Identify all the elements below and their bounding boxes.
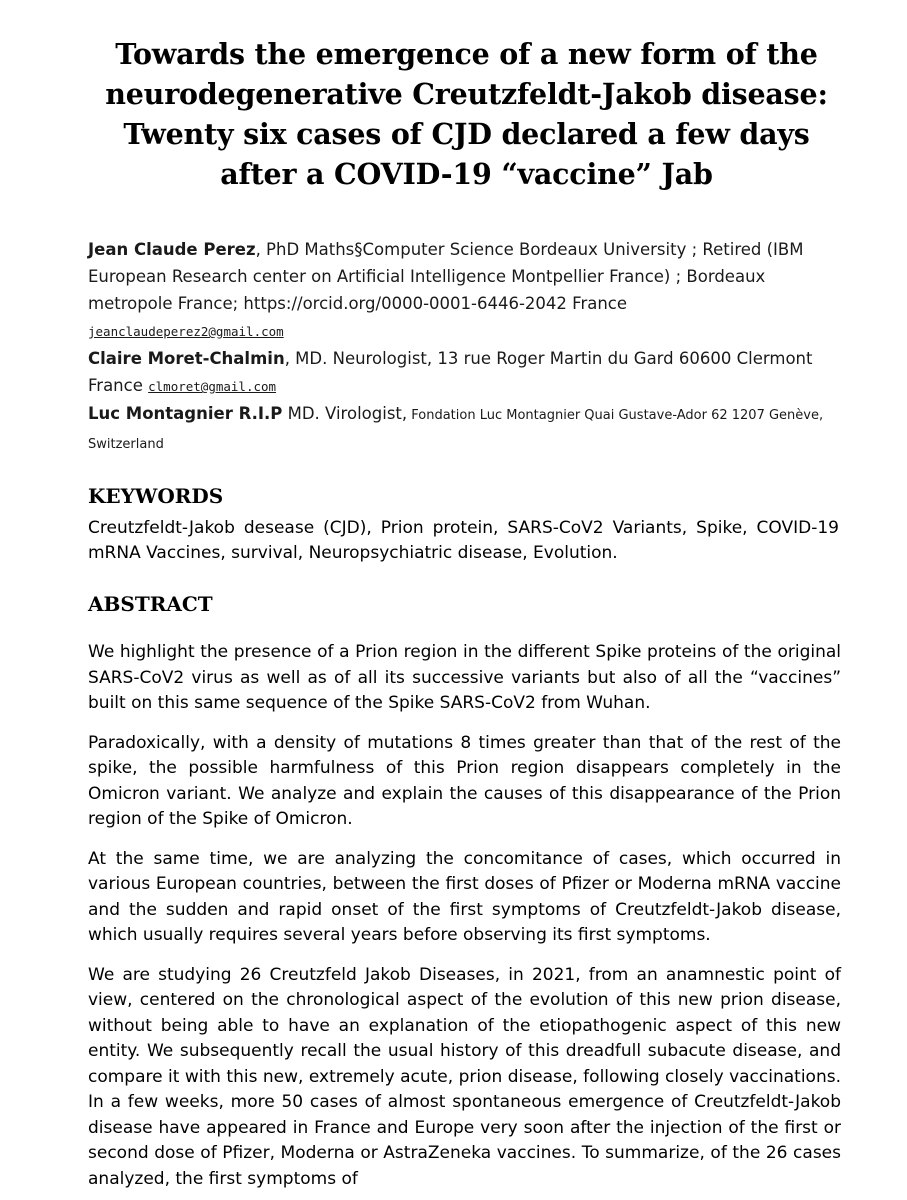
author-name-2: Claire Moret-Chalmin <box>88 349 285 368</box>
author-email-line-1 <box>88 317 845 345</box>
page-title: Towards the emergence of a new form of the neurodegenerative Creutzfeldt-Jakob disease: Twenty six cases of CJD declared a few days after a COVID-19 “vaccine” Jab <box>105 37 828 191</box>
author-email-1[interactable]: jeanclaudeperez2@gmail.com <box>88 324 284 339</box>
abstract-paragraph: We highlight the presence of a Prion region in the different Spike proteins of the original SARS-CoV2 virus as well as of all its successive variants but also of all the “vaccines” built on this same sequence of the Spike SARS-CoV2 from Wuhan. <box>88 642 841 713</box>
author-name-3: Luc Montagnier R.I.P <box>88 404 283 423</box>
abstract-paragraph: We are studying 26 Creutzfeld Jakob Diseases, in 2021, from an anamnestic point of view, centered on the chronological aspect of the evolution of this new prion disease, without being able to have an explanation of the etiopathogenic aspect of this new entity. We subsequently recall the usual history of this dreadfull subacute disease, and compare it with this new, extremely acute, prion disease, following closely vaccinations. In a few weeks, more 50 cases of almost spontaneous emergence of Creutzfeldt-Jakob disease have appeared in France and Europe very soon after the injection of the first or second dose of Pfizer, Moderna or AstraZeneka vaccines. To summarize, of the 26 cases analyzed, the first symptoms of <box>88 964 841 1189</box>
author-name-1: Jean Claude Perez <box>88 240 256 259</box>
author-email-2[interactable]: clmoret@gmail.com <box>148 379 277 394</box>
author-block <box>88 236 845 458</box>
author-affiliation-2: , MD. Neurologist, 13 rue Roger Martin du Gard 60600 Clermont France <box>88 349 813 395</box>
author-affiliation-3: MD. Virologist, <box>282 404 408 423</box>
abstract-paragraph: Paradoxically, with a density of mutations 8 times greater than that of the rest of the spike, the possible harmfulness of this Prion region disappears completely in the Omicron variant. We analyze and explain the causes of this disappearance of the Prion region of the Spike of Omicron. <box>88 732 841 829</box>
abstract-heading: ABSTRACT <box>88 592 213 616</box>
author-entry-1 <box>88 236 845 317</box>
author-affiliation-3-detail: Fondation Luc Montagnier Quai Gustave-Ador 62 1207 Genève, Switzerland <box>88 408 824 452</box>
abstract-body <box>88 640 845 1192</box>
author-affiliation-1: , PhD Maths§Computer Science Bordeaux University ; Retired (IBM European Research center on Artificial Intelligence Montpellier France) ; Bordeaux metropole France; https://orcid.org/0000-0001-6446-2042 France <box>88 240 804 313</box>
author-entry-3 <box>88 400 845 458</box>
keywords-text: Creutzfeldt-Jakob desease (CJD), Prion protein, SARS-CoV2 Variants, Spike, COVID-19 mRNA Vaccines, survival, Neuropsychiatric disease, Evolution. <box>88 518 839 563</box>
abstract-paragraph: At the same time, we are analyzing the concomitance of cases, which occurred in various European countries, between the first doses of Pfizer or Moderna mRNA vaccine and the sudden and rapid onset of the first symptoms of Creutzfeldt-Jakob disease, which usually requires several years before observing its first symptoms. <box>88 848 841 945</box>
author-entry-2 <box>88 345 845 400</box>
keywords-heading: KEYWORDS <box>88 484 224 508</box>
